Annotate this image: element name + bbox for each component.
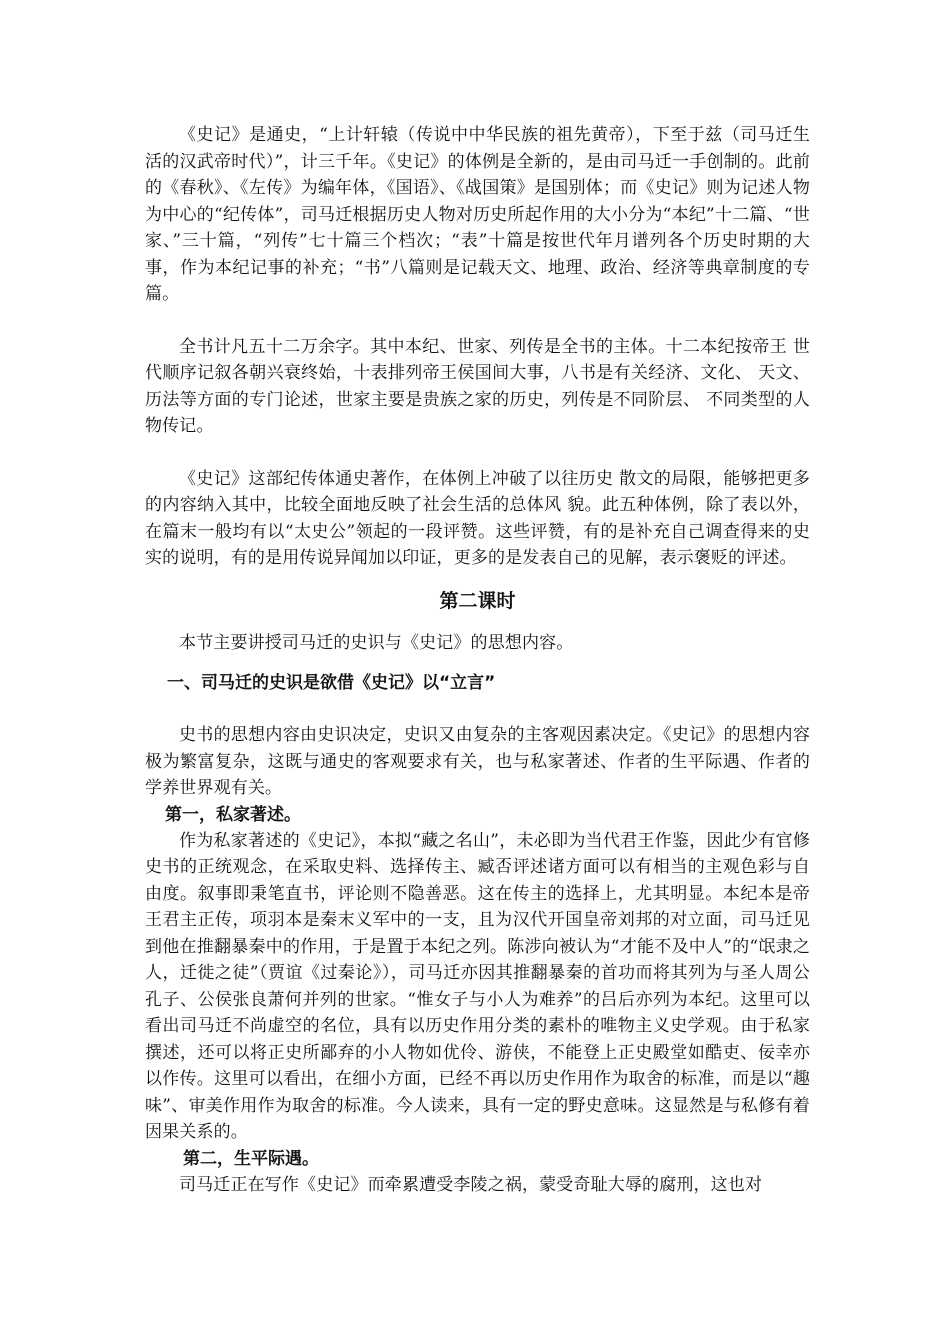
paragraph-private-writing: 作为私家著述的《史记》，本拟“藏之名山”，未必即为当代君王作鉴，因此少有官修史书的正统观念，在采取史料、选择传主、臧否评述诸方面可以有相当的主观色彩与自由度。叙事即秉笔直书，评论则不隐善恶。这在传主的选择上，尤其明显。本纪本是帝王君主正传，项羽本是秦末义军中的一支，且为汉代开国皇帝刘邦的对立面，司马迁见到他在推翻暴秦中的作用，于是置于本纪之列。陈涉向被认为“才能不及中人”的“氓隶之人，迁徙之徒”（贾谊《过秦论》），司马迁亦因其推翻暴秦的首功而将其列为与圣人周公孔子、公侯张良萧何并列的世家。“惟女子与小人为难养”的吕后亦列为本纪。这里可以看出司马迁不尚虚空的名位，具有以历史作用分类的素朴的唯物主义史学观。由于私家撰述，还可以将正史所鄙弃的小人物如优伶、游侠，不能登上正史殿堂如酷吏、佞幸亦以作传。这里可以看出，在细小方面，已经不再以历史作用作为取舍的标准，而是以“趣味”、审美作用作为取舍的标准。今人读来，具有一定的野史意味。这显然是与私修有着因果关系的。 xyxy=(145,830,810,1142)
lesson-heading: 第二课时 xyxy=(439,589,516,612)
paragraph-historical-insight: 史书的思想内容由史识决定，史识又由复杂的主客观因素决定。《史记》的思想内容极为繁富复杂，这既与通史的客观要求有关，也与私家著述、作者的生平际遇、作者的学养世界观有关。 xyxy=(145,725,810,798)
paragraph-life-experience: 司马迁正在写作《史记》而牵累遭受李陵之祸，蒙受奇耻大辱的腐刑，这也对 xyxy=(179,1174,763,1195)
paragraph-shiji-overview: 《史记》是通史，“上计轩辕（传说中中华民族的祖先黄帝），下至于兹（司马迁生活的汉武帝时代）”，计三千年。《史记》的体例是全新的，是由司马迁一手创制的。此前的《春秋》、《左传》为编年体，《国语》、《战国策》是国别体；而《史记》则为记述人物为中心的“纪传体”，司马迁根据历史人物对历史所起作用的大小分为“本纪”十二篇、“世家、”三十篇，“列传”七十篇三个档次；“表”十篇是按世代年月谱列各个历史时期的大事，作为本纪记事的补充；“书”八篇则是记载天文、地理、政治、经济等典章制度的专篇。 xyxy=(145,125,810,304)
subheading-private-writing: 第一，私家著述。 xyxy=(165,804,301,825)
section-heading: 一、司马迁的史识是欲借《史记》以“立言” xyxy=(167,673,496,693)
paragraph-lesson-intro: 本节主要讲授司马迁的史识与《史记》的思想内容。 xyxy=(179,632,574,653)
paragraph-structure: 《史记》这部纪传体通史著作，在体例上冲破了以往历史 散文的局限，能够把更多的内容纳入其中，比较全面地反映了社会生活的总体风 貌。此五种体例，除了表以外，在篇末一般均有以“太史公”领起的一段评赞。这些评赞，有的是补充自己调查得来的史实的说明，有的是用传说异闻加以印证，更多的是发表自己的见解，表示褒贬的评述。 xyxy=(145,468,810,568)
paragraph-word-count: 全书计凡五十二万余字。其中本纪、世家、列传是全书的主体。十二本纪按帝王 世代顺序记叙各朝兴衰终始，十表排列帝王侯国间大事，八书是有关经济、文化、 天文、历法等方面的专门论述，世家主要是贵族之家的历史，列传是不同阶层、 不同类型的人物传记。 xyxy=(145,336,810,436)
subheading-life-experience: 第二，生平际遇。 xyxy=(183,1148,319,1169)
document-page xyxy=(145,122,810,1198)
